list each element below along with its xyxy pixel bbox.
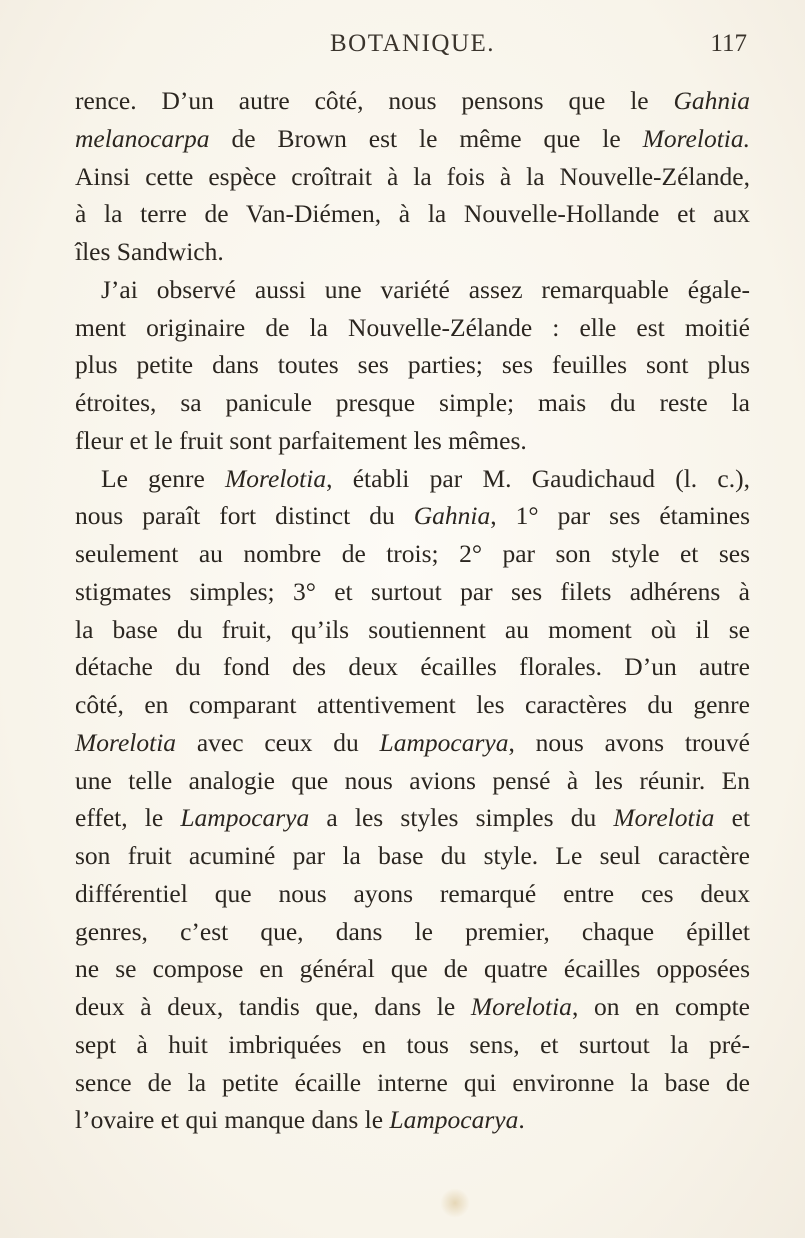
- italic-taxon-name: Morelotia: [470, 992, 572, 1021]
- italic-taxon-name: Gahnia: [673, 86, 750, 115]
- text-line: [75, 158, 750, 196]
- italic-taxon-name: Morelotia: [75, 727, 177, 757]
- text-segment: côté, en comparant attentivement les caractères du genre: [75, 690, 750, 719]
- text-segment: J’ai observé aussi une variété assez remarquable égale-: [101, 274, 750, 304]
- page-number: 117: [710, 30, 747, 57]
- text-segment: de Brown est le même que le: [209, 123, 643, 153]
- text-line: [75, 233, 750, 271]
- text-segment: différentiel que nous ayons remarqué entre ces deux: [75, 878, 750, 908]
- text-segment: son fruit acuminé par la base du style. Le seul caractère: [75, 841, 750, 870]
- text-line: [75, 686, 750, 724]
- italic-taxon-name: melanocarpa: [75, 123, 210, 153]
- text-segment: ment originaire de la Nouvelle-Zélande : elle est moitié: [75, 312, 750, 342]
- text-line: [75, 271, 750, 309]
- text-segment: genres, c’est que, dans le premier, chaque épillet: [75, 916, 750, 946]
- text-segment: deux à deux, tandis que, dans le: [75, 992, 471, 1021]
- text-line: [75, 648, 750, 686]
- running-head-title: BOTANIQUE.: [330, 30, 496, 57]
- text-segment: Le genre: [101, 463, 226, 493]
- text-segment: Ainsi cette espèce croîtrait à la fois à la Nouvelle-Zélande,: [75, 161, 750, 191]
- text-segment: la base du fruit, qu’ils soutiennent au moment où il se: [75, 614, 750, 644]
- text-line: [75, 611, 750, 649]
- text-line: [75, 573, 750, 611]
- text-line: [75, 346, 750, 384]
- text-line: [75, 724, 750, 762]
- text-segment: a les styles simples du: [309, 803, 614, 833]
- text-segment: détache du fond des deux écailles florales. D’un autre: [75, 652, 750, 682]
- text-line: [75, 460, 750, 498]
- text-line: [75, 913, 750, 951]
- text-segment: l’ovaire et qui manque dans le: [75, 1105, 390, 1135]
- text-segment: effet, le: [75, 803, 181, 833]
- text-line: [75, 837, 750, 875]
- running-head: [0, 30, 805, 64]
- text-segment: stigmates simples; 3° et surtout par ses filets adhérens à: [75, 576, 750, 606]
- text-segment: et: [714, 803, 750, 833]
- text-segment: , établi par M. Gaudichaud (l. c.),: [326, 463, 750, 493]
- text-line: [75, 1101, 750, 1139]
- italic-taxon-name: Lampocarya: [180, 803, 310, 833]
- text-line: [75, 82, 750, 120]
- text-line: [75, 120, 750, 158]
- text-line: [75, 950, 750, 988]
- text-line: [75, 309, 750, 347]
- text-segment: à la terre de Van-Diémen, à la Nouvelle-Hollande et aux: [75, 199, 750, 229]
- text-line: [75, 497, 750, 535]
- text-segment: étroites, sa panicule presque simple; mais du reste la: [75, 388, 750, 417]
- text-line: [75, 1026, 750, 1064]
- text-segment: une telle analogie que nous avions pensé à les réunir. En: [75, 765, 750, 795]
- italic-taxon-name: Gahnia: [413, 501, 491, 531]
- text-segment: seulement au nombre de trois; 2° par son style et ses: [75, 539, 750, 568]
- text-line: [75, 762, 750, 800]
- text-segment: nous paraît fort distinct du: [75, 501, 414, 531]
- italic-taxon-name: Lampocarya: [389, 1105, 519, 1135]
- italic-taxon-name: Morelotia: [225, 463, 327, 493]
- text-segment: îles Sandwich.: [75, 237, 224, 266]
- italic-taxon-name: Morelotia: [613, 803, 715, 833]
- text-segment: sept à huit imbriquées en tous sens, et surtout la pré-: [75, 1029, 750, 1059]
- text-segment: fleur et le fruit sont parfaitement les mêmes.: [75, 425, 527, 455]
- body-text: [75, 82, 750, 1139]
- text-segment: avec ceux du: [176, 727, 380, 757]
- text-segment: , nous avons trouvé: [508, 727, 750, 757]
- text-segment: sence de la petite écaille interne qui environne la base de: [75, 1067, 750, 1097]
- italic-taxon-name: Morelotia.: [642, 123, 750, 153]
- text-segment: , on en compte: [571, 992, 750, 1021]
- text-line: [75, 422, 750, 460]
- italic-taxon-name: Lampocarya: [379, 727, 509, 757]
- text-line: [75, 535, 750, 573]
- text-segment: ne se compose en général que de quatre écailles opposées: [75, 954, 750, 984]
- text-line: [75, 384, 750, 422]
- text-segment: , 1° par ses étamines: [490, 501, 750, 531]
- text-line: [75, 988, 750, 1026]
- text-line: [75, 799, 750, 837]
- paper-stain: [440, 1188, 470, 1218]
- text-segment: plus petite dans toutes ses parties; ses feuilles sont plus: [75, 350, 750, 380]
- text-line: [75, 1064, 750, 1102]
- text-line: [75, 195, 750, 233]
- text-segment: rence. D’un autre côté, nous pensons que le: [75, 86, 674, 115]
- text-line: [75, 875, 750, 913]
- text-segment: .: [518, 1105, 525, 1135]
